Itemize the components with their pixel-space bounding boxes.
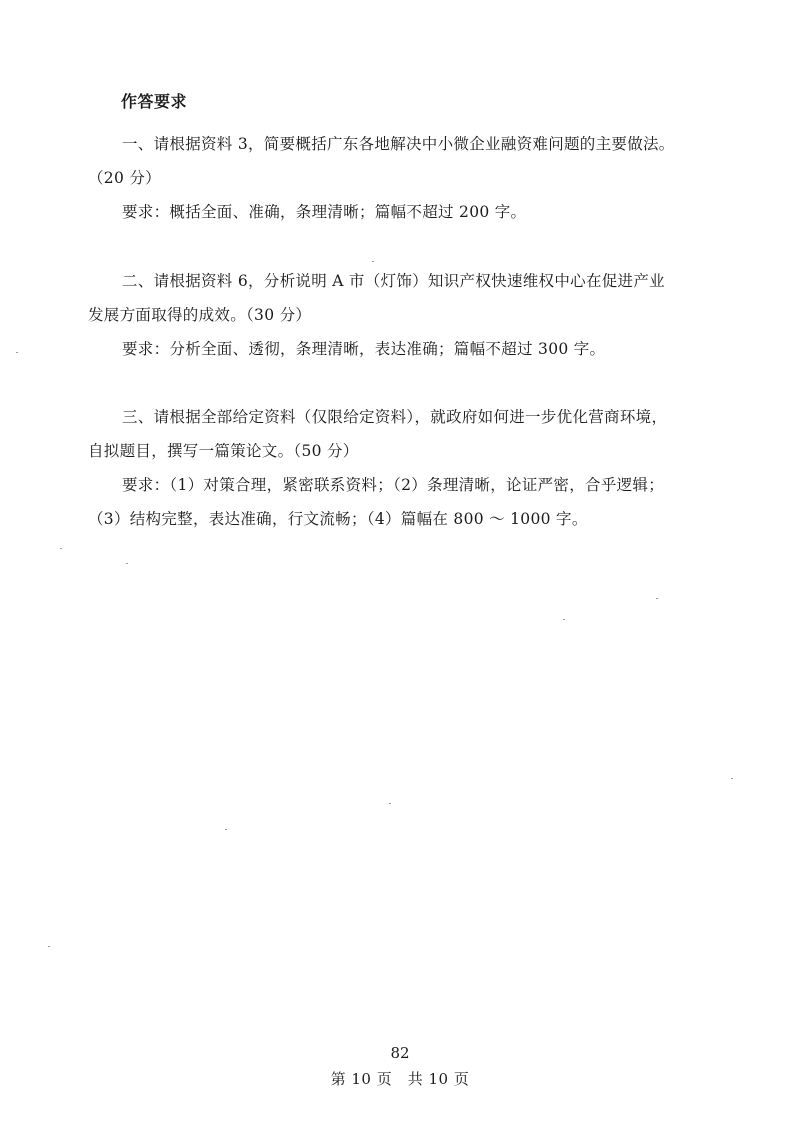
scan-speck: [16, 352, 18, 353]
question-1: [88, 127, 728, 229]
question-3-line-1: 三、请根据全部给定资料（仅限给定资料），就政府如何进一步优化营商环境，: [122, 408, 668, 426]
scan-speck: [731, 778, 733, 779]
question-3: [88, 400, 728, 536]
question-2-line-2: 发展方面取得的成效。（30 分）: [88, 306, 312, 324]
scan-speck: [389, 803, 391, 804]
question-2-line-1: 二、请根据资料 6，分析说明 A 市（灯饰）知识产权快速维权中心在促进产业: [122, 272, 665, 290]
question-3-requirement-line-2: （3）结构完整，表达准确，行文流畅；（4）篇幅在 800 ～ 1000 字。: [88, 510, 588, 528]
scan-speck: [126, 563, 128, 564]
page-number: 82: [390, 1044, 410, 1062]
question-1-line-2: （20 分）: [88, 169, 161, 187]
question-1-line-1: 一、请根据资料 3，简要概括广东各地解决中小微企业融资难问题的主要做法。: [122, 135, 675, 153]
scan-speck: [656, 598, 658, 599]
scan-speck: [60, 548, 62, 549]
question-3-line-2: 自拟题目，撰写一篇策论文。（50 分）: [88, 442, 359, 460]
page-info: 第 10 页 共 10 页: [330, 1070, 470, 1088]
scan-speck: [225, 829, 227, 830]
question-2-requirement: 要求：分析全面、透彻，条理清晰，表达准确；篇幅不超过 300 字。: [122, 340, 606, 358]
question-1-requirement: 要求：概括全面、准确，条理清晰；篇幅不超过 200 字。: [122, 203, 527, 221]
scan-speck: [563, 619, 565, 620]
scan-speck: [372, 261, 374, 262]
scan-speck: [48, 946, 50, 947]
question-3-requirement-line-1: 要求：（1）对策合理，紧密联系资料；（2）条理清晰，论证严密，合乎逻辑；: [122, 476, 665, 494]
section-heading: 作答要求: [121, 92, 188, 111]
question-2: [88, 264, 728, 366]
